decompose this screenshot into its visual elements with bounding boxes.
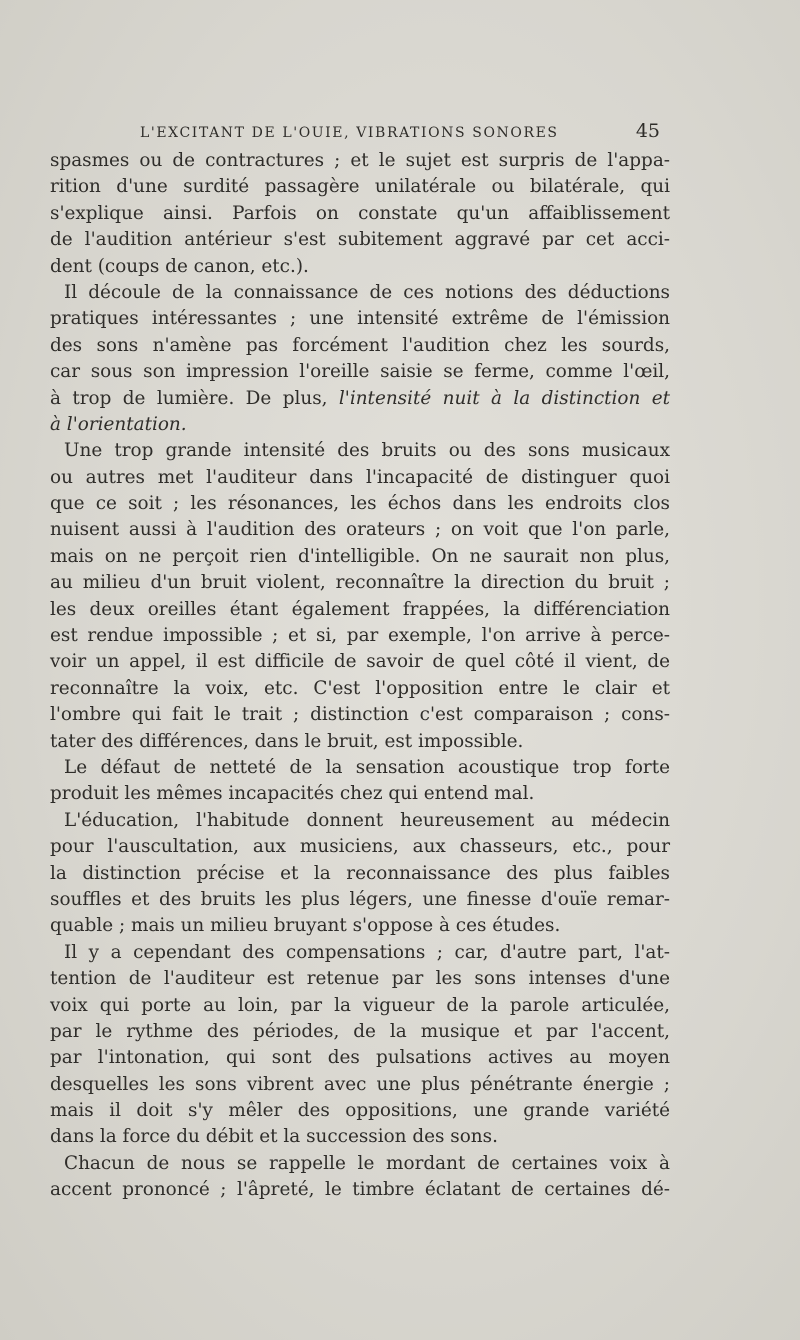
line-text: dans la force du débit et la succession des sons. [50,1126,498,1148]
line-text: Le défaut de netteté de la sensation acoustique trop forte [64,756,670,778]
text-line [50,570,670,596]
page-number: 45 [635,120,660,142]
text-line [50,966,670,992]
line-text: mais il doit s'y mêler des oppositions, une grande variété [50,1100,670,1122]
line-text: spasmes ou de contractures ; et le sujet est surpris de l'appa- [50,150,670,171]
line-text: mais on ne perçoit rien d'intelligible. On ne saurait non plus, [50,545,670,567]
text-line [50,517,670,543]
line-text: produit les mêmes incapacités chez qui entend mal. [50,783,535,805]
line-text: s'explique ainsi. Parfois on constate qu'un affaiblissement [50,202,670,224]
text-line [50,1124,670,1150]
text-line [50,201,670,227]
text-line [50,1019,670,1045]
text-line [50,597,670,623]
line-text: L'éducation, l'habitude donnent heureusement au médecin [64,809,670,831]
line-text: pour l'auscultation, aux musiciens, aux chasseurs, etc., pour [50,836,670,858]
text-line [50,491,670,517]
line-text: ou autres met l'auditeur dans l'incapacité de distinguer quoi [50,466,670,488]
line-text: des sons n'amène pas forcément l'audition chez les sourds, [50,334,670,356]
text-line [50,1098,670,1124]
text-line [50,333,670,359]
text-line [50,280,670,306]
line-text: à trop de lumière. De plus, [50,387,339,409]
line-text: Une trop grande intensité des bruits ou des sons musicaux [64,440,670,462]
text-line [50,1151,670,1177]
text-line [50,676,670,702]
text-line [50,174,670,200]
line-text: rition d'une surdité passagère unilatérale ou bilatérale, qui [50,176,670,198]
text-line [50,544,670,570]
line-text: nuisent aussi à l'audition des orateurs ; on voit que l'on parle, [50,519,670,541]
text-line [50,729,670,755]
text-line [50,438,670,464]
line-emphasis: l'intensité nuit à la distinction et [338,387,670,409]
line-text: quable ; mais un milieu bruyant s'oppose à ces études. [50,915,561,937]
line-text: Chacun de nous se rappelle le mordant de certaines voix à [64,1152,670,1174]
text-line [50,808,670,834]
line-text: accent prononcé ; l'âpreté, le timbre éclatant de certaines dé- [50,1179,670,1201]
text-line [50,1177,670,1203]
line-text: reconnaître la voix, etc. C'est l'opposition entre le clair et [50,677,670,699]
text-line [50,913,670,939]
text-line [50,386,670,412]
line-text: l'ombre qui fait le trait ; distinction c'est comparaison ; cons- [50,704,670,726]
text-line [50,1072,670,1098]
running-title: L'EXCITANT DE L'OUIE, VIBRATIONS SONORES [140,125,559,141]
line-text: tention de l'auditeur est retenue par les sons intenses d'une [50,968,670,990]
text-line [50,755,670,781]
text-line [50,1045,670,1071]
text-line [50,148,670,174]
text-line [50,834,670,860]
text-line [50,861,670,887]
line-text: pratiques intéressantes ; une intensité extrême de l'émission [50,308,670,330]
line-emphasis: à l'orientation. [50,413,187,435]
text-line [50,623,670,649]
line-text: desquelles les sons vibrent avec une plus pénétrante énergie ; [50,1073,670,1095]
text-line [50,412,670,438]
line-text: par l'intonation, qui sont des pulsations actives au moyen [50,1047,670,1069]
text-line [50,359,670,385]
line-text: au milieu d'un bruit violent, reconnaître la direction du bruit ; [50,572,670,594]
text-line [50,887,670,913]
text-line [50,254,670,280]
text-line [50,781,670,807]
line-text: la distinction précise et la reconnaissance des plus faibles [50,862,670,884]
line-text: voir un appel, il est difficile de savoir de quel côté il vient, de [50,651,670,673]
line-text: dent (coups de canon, etc.). [50,255,309,277]
line-text: voix qui porte au loin, par la vigueur de la parole articulée, [50,994,670,1016]
text-line [50,993,670,1019]
line-text: tater des différences, dans le bruit, est impossible. [50,730,524,752]
line-text: car sous son impression l'oreille saisie se ferme, comme l'œil, [50,361,670,383]
line-text: souffles et des bruits les plus légers, une finesse d'ouïe remar- [50,888,670,910]
line-text: Il découle de la connaissance de ces notions des déductions [64,281,670,303]
text-line [50,702,670,728]
text-line [50,940,670,966]
line-text: de l'audition antérieur s'est subitement aggravé par cet acci- [50,229,670,251]
line-text: par le rythme des périodes, de la musique et par l'accent, [50,1020,670,1042]
body-text [50,148,670,1204]
page-header [140,120,660,142]
text-line [50,306,670,332]
text-line [50,465,670,491]
text-line [50,227,670,253]
line-text: Il y a cependant des compensations ; car, d'autre part, l'at- [64,941,670,963]
text-line [50,649,670,675]
line-text: est rendue impossible ; et si, par exemple, l'on arrive à perce- [50,625,670,647]
line-text: les deux oreilles étant également frappées, la différenciation [50,598,670,620]
line-text: que ce soit ; les résonances, les échos dans les endroits clos [50,493,670,515]
